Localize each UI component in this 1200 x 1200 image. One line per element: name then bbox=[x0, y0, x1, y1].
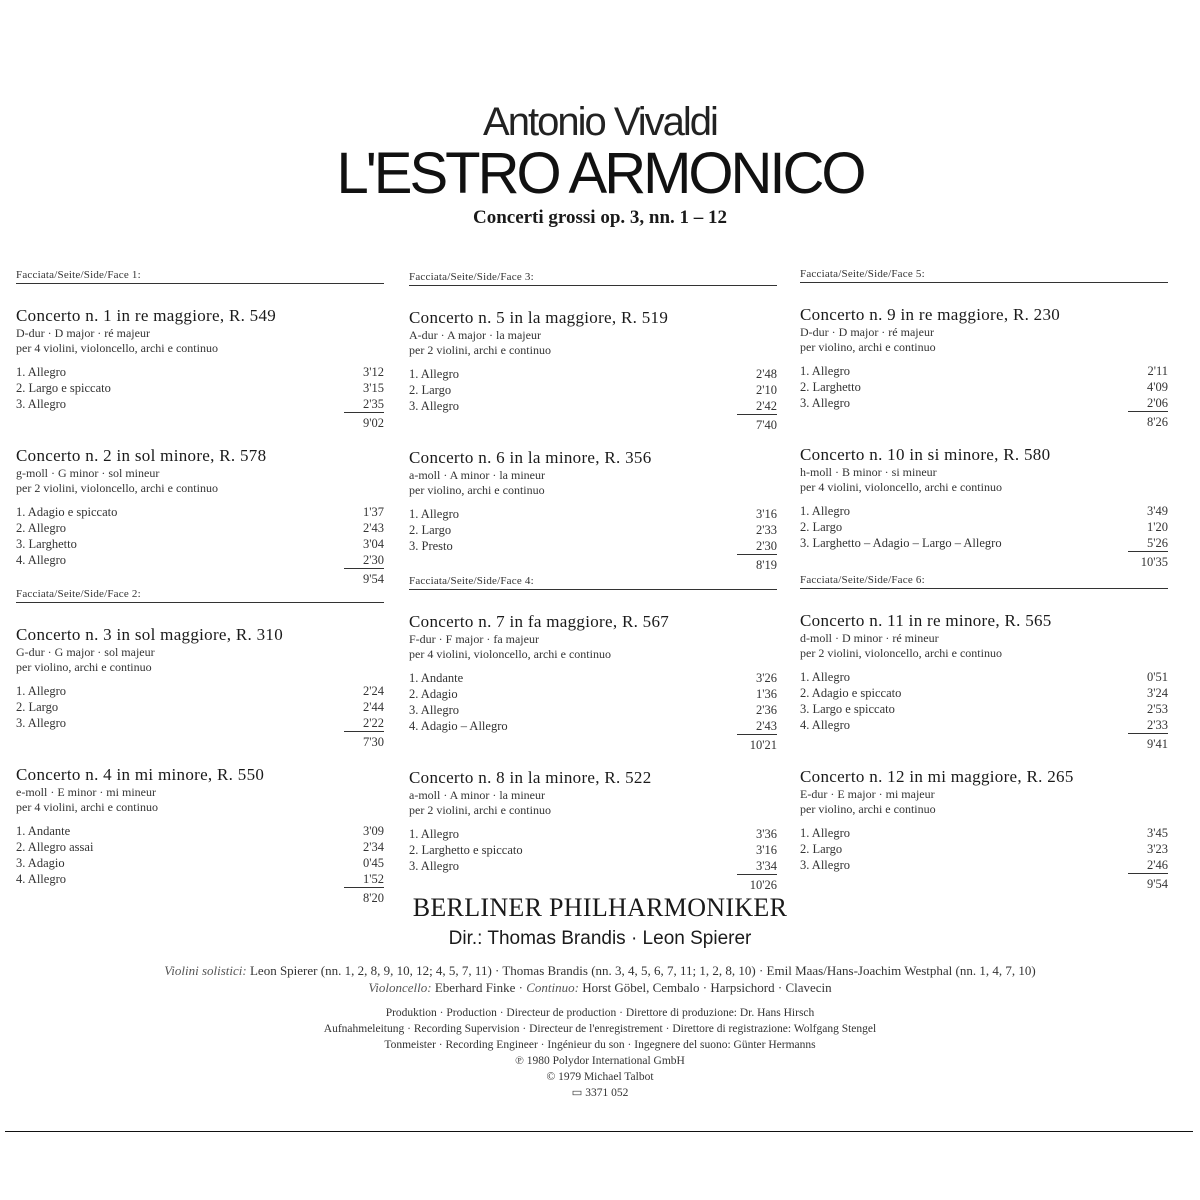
movement-row bbox=[409, 538, 777, 555]
movement-name: 4. Allegro bbox=[16, 553, 66, 567]
credit-line: Tonmeister · Recording Engineer · Ingénieur du son · Ingegnere del suono: Günter Hermanns bbox=[384, 1039, 816, 1051]
movement-time: 2'36 bbox=[755, 703, 777, 717]
movement-name: 3. Allegro bbox=[409, 703, 459, 717]
movement-list bbox=[800, 363, 1168, 412]
separator-dot: · bbox=[518, 980, 523, 995]
concerto-total-time: 9'41 bbox=[1146, 737, 1168, 751]
movement-list bbox=[409, 670, 777, 735]
movement-time: 2'53 bbox=[1146, 702, 1168, 716]
movement-row bbox=[409, 702, 777, 718]
concerto-title: Concerto n. 1 in re maggiore, R. 549 bbox=[16, 306, 277, 325]
movement-time: 2'46 bbox=[1128, 857, 1168, 874]
concerto-keys: F-dur · F major · fa majeur bbox=[409, 632, 539, 646]
movement-name: 3. Largo e spiccato bbox=[800, 702, 895, 716]
movement-name: 2. Largo bbox=[800, 842, 843, 856]
movement-name: 1. Adagio e spiccato bbox=[16, 505, 118, 519]
concerto-keys: E-dur · E major · mi majeur bbox=[800, 787, 935, 801]
concerto-instrumentation: per 4 violini, archi e continuo bbox=[16, 800, 158, 814]
concerto-title: Concerto n. 4 in mi minore, R. 550 bbox=[16, 765, 265, 784]
concerto-instrumentation: per 2 violini, archi e continuo bbox=[409, 343, 551, 357]
continuo-line bbox=[0, 980, 1200, 996]
movement-row bbox=[800, 535, 1168, 552]
movement-row bbox=[409, 686, 777, 702]
movement-row bbox=[16, 552, 384, 569]
continuo-label: Continuo: bbox=[526, 980, 579, 995]
movement-time: 2'44 bbox=[362, 700, 384, 714]
movement-row bbox=[16, 871, 384, 888]
movement-name: 2. Largo bbox=[409, 523, 452, 537]
concerto-block bbox=[800, 767, 1168, 893]
concerto-instrumentation: per violino, archi e continuo bbox=[800, 802, 936, 816]
movement-name: 1. Allegro bbox=[800, 364, 850, 378]
movement-name: 3. Allegro bbox=[16, 397, 66, 411]
movement-list bbox=[16, 504, 384, 569]
concerto-title: Concerto n. 8 in la minore, R. 522 bbox=[409, 768, 652, 787]
concerto-keys: d-moll · D minor · ré mineur bbox=[800, 631, 939, 645]
album-subtitle: Concerti grossi op. 3, nn. 1 – 12 bbox=[472, 207, 728, 228]
movement-name: 3. Larghetto bbox=[16, 537, 77, 551]
concerto-block bbox=[409, 308, 777, 434]
concerto-keys: e-moll · E minor · mi mineur bbox=[16, 785, 156, 799]
movement-name: 3. Allegro bbox=[16, 716, 66, 730]
movement-row bbox=[800, 717, 1168, 734]
movement-time: 1'37 bbox=[362, 505, 384, 519]
movement-row bbox=[16, 683, 384, 699]
movement-time: 2'35 bbox=[344, 396, 384, 413]
movement-time: 2'33 bbox=[1128, 717, 1168, 734]
movement-time: 2'34 bbox=[362, 840, 384, 854]
continuo-text: Horst Göbel, Cembalo · Harpsichord · Clavecin bbox=[582, 980, 832, 995]
movement-time: 2'24 bbox=[362, 684, 384, 698]
movement-name: 1. Allegro bbox=[409, 367, 459, 381]
movement-row bbox=[800, 669, 1168, 685]
movement-time: 3'16 bbox=[755, 843, 777, 857]
concerto-instrumentation: per 4 violini, violoncello, archi e continuo bbox=[409, 647, 611, 661]
movement-row bbox=[409, 842, 777, 858]
movement-name: 1. Andante bbox=[409, 671, 464, 685]
movement-time: 2'30 bbox=[344, 552, 384, 569]
movement-row bbox=[16, 520, 384, 536]
concerto-block bbox=[16, 306, 384, 432]
movement-name: 1. Allegro bbox=[800, 504, 850, 518]
cello-text: Eberhard Finke bbox=[434, 980, 516, 995]
director-line: Dir.: Thomas Brandis · Leon Spierer bbox=[448, 928, 752, 949]
movement-row bbox=[800, 503, 1168, 519]
movement-name: 1. Allegro bbox=[409, 827, 459, 841]
face-label: Facciata/Seite/Side/Face 1: bbox=[16, 269, 384, 284]
movement-row bbox=[16, 380, 384, 396]
movement-name: 2. Allegro assai bbox=[16, 840, 94, 854]
concerto-instrumentation: per 4 violini, violoncello, archi e continuo bbox=[800, 480, 1002, 494]
credit-line: ▭ 3371 052 bbox=[571, 1087, 629, 1099]
movement-name: 1. Allegro bbox=[800, 826, 850, 840]
movement-row bbox=[16, 715, 384, 732]
concerto-title: Concerto n. 11 in re minore, R. 565 bbox=[800, 611, 1052, 630]
movement-row bbox=[409, 506, 777, 522]
movement-name: 3. Larghetto – Adagio – Largo – Allegro bbox=[800, 536, 1002, 550]
concerto-instrumentation: per violino, archi e continuo bbox=[409, 483, 545, 497]
movement-row bbox=[800, 825, 1168, 841]
face-label: Facciata/Seite/Side/Face 6: bbox=[800, 574, 1168, 589]
concerto-instrumentation: per violino, archi e continuo bbox=[16, 660, 152, 674]
movement-name: 2. Largo bbox=[800, 520, 843, 534]
concerto-keys: h-moll · B minor · si mineur bbox=[800, 465, 937, 479]
face-label: Facciata/Seite/Side/Face 4: bbox=[409, 575, 777, 590]
concerto-keys: G-dur · G major · sol majeur bbox=[16, 645, 155, 659]
cello-label: Violoncello: bbox=[368, 980, 432, 995]
movement-row bbox=[409, 670, 777, 686]
movement-list bbox=[16, 823, 384, 888]
movement-name: 2. Larghetto bbox=[800, 380, 861, 394]
movement-time: 3'23 bbox=[1146, 842, 1168, 856]
movement-row bbox=[409, 398, 777, 415]
movement-row bbox=[409, 382, 777, 398]
concerto-title: Concerto n. 9 in re maggiore, R. 230 bbox=[800, 305, 1061, 324]
movement-list bbox=[409, 506, 777, 555]
concerto-keys: D-dur · D major · ré majeur bbox=[800, 325, 934, 339]
concerto-keys: a-moll · A minor · la mineur bbox=[409, 788, 545, 802]
movement-name: 3. Adagio bbox=[16, 856, 65, 870]
concerto-block bbox=[800, 305, 1168, 431]
concerto-title: Concerto n. 6 in la minore, R. 356 bbox=[409, 448, 652, 467]
concerto-keys: A-dur · A major · la majeur bbox=[409, 328, 541, 342]
movement-row bbox=[16, 536, 384, 552]
face-2 bbox=[16, 588, 384, 921]
concerto-instrumentation: per 2 violini, archi e continuo bbox=[409, 803, 551, 817]
credit-line: © 1979 Michael Talbot bbox=[546, 1071, 654, 1083]
album-title: L'ESTRO ARMONICO bbox=[336, 141, 864, 206]
movement-name: 1. Allegro bbox=[409, 507, 459, 521]
concerto-instrumentation: per violino, archi e continuo bbox=[800, 340, 936, 354]
concerto-total-time: 7'30 bbox=[362, 735, 384, 749]
concerto-block bbox=[409, 448, 777, 574]
movement-time: 2'43 bbox=[737, 718, 777, 735]
concerto-total-time: 10'35 bbox=[1140, 555, 1168, 569]
movement-time: 3'45 bbox=[1146, 826, 1168, 840]
movement-row bbox=[409, 366, 777, 382]
movement-time: 2'06 bbox=[1128, 395, 1168, 412]
concerto-keys: D-dur · D major · ré majeur bbox=[16, 326, 150, 340]
concerto-block bbox=[800, 611, 1168, 753]
movement-time: 0'45 bbox=[362, 856, 384, 870]
movement-list bbox=[800, 669, 1168, 734]
movement-row bbox=[16, 839, 384, 855]
movement-time: 1'20 bbox=[1146, 520, 1168, 534]
movement-list bbox=[409, 826, 777, 875]
movement-row bbox=[800, 379, 1168, 395]
movement-time: 3'26 bbox=[755, 671, 777, 685]
movement-time: 3'24 bbox=[1146, 686, 1168, 700]
movement-time: 2'22 bbox=[344, 715, 384, 732]
movement-name: 2. Allegro bbox=[16, 521, 66, 535]
movement-time: 2'33 bbox=[755, 523, 777, 537]
soloists-line bbox=[0, 963, 1200, 979]
movement-time: 3'16 bbox=[755, 507, 777, 521]
soloists-label: Violini solistici: bbox=[164, 963, 247, 978]
movement-time: 3'12 bbox=[362, 365, 384, 379]
face-label: Facciata/Seite/Side/Face 2: bbox=[16, 588, 384, 603]
movement-list bbox=[800, 825, 1168, 874]
face-5 bbox=[800, 268, 1168, 585]
movement-row bbox=[800, 685, 1168, 701]
concerto-instrumentation: per 2 violini, violoncello, archi e continuo bbox=[800, 646, 1002, 660]
movement-time: 1'52 bbox=[344, 871, 384, 888]
movement-time: 2'43 bbox=[362, 521, 384, 535]
concerto-total-time: 9'54 bbox=[362, 572, 384, 586]
concerto-total-time: 9'02 bbox=[362, 416, 384, 430]
movement-time: 3'34 bbox=[737, 858, 777, 875]
face-label: Facciata/Seite/Side/Face 5: bbox=[800, 268, 1168, 283]
concerto-title: Concerto n. 10 in si minore, R. 580 bbox=[800, 445, 1051, 464]
movement-row bbox=[409, 858, 777, 875]
movement-time: 5'26 bbox=[1128, 535, 1168, 552]
movement-name: 1. Allegro bbox=[16, 365, 66, 379]
movement-time: 3'49 bbox=[1146, 504, 1168, 518]
concerto-block bbox=[16, 446, 384, 588]
movement-row bbox=[409, 718, 777, 735]
concerto-title: Concerto n. 3 in sol maggiore, R. 310 bbox=[16, 625, 284, 644]
movement-name: 3. Allegro bbox=[409, 399, 459, 413]
face-3 bbox=[409, 271, 777, 588]
face-1 bbox=[16, 269, 384, 602]
concerto-block bbox=[16, 625, 384, 751]
movement-time: 3'15 bbox=[362, 381, 384, 395]
concerto-total-time: 7'40 bbox=[755, 418, 777, 432]
concerto-total-time: 10'21 bbox=[749, 738, 777, 752]
movement-name: 2. Adagio bbox=[409, 687, 458, 701]
movement-list bbox=[409, 366, 777, 415]
movement-list bbox=[16, 364, 384, 413]
movement-time: 2'11 bbox=[1147, 364, 1168, 378]
movement-time: 1'36 bbox=[755, 687, 777, 701]
movement-name: 3. Presto bbox=[409, 539, 453, 553]
movement-name: 3. Allegro bbox=[409, 859, 459, 873]
concerto-title: Concerto n. 12 in mi maggiore, R. 265 bbox=[800, 767, 1074, 786]
concerto-block bbox=[409, 612, 777, 754]
movement-name: 4. Adagio – Allegro bbox=[409, 719, 508, 733]
movement-time: 4'09 bbox=[1146, 380, 1168, 394]
movement-time: 3'09 bbox=[362, 824, 384, 838]
movement-row bbox=[800, 857, 1168, 874]
credits-block bbox=[0, 1005, 1200, 1101]
movement-name: 2. Larghetto e spiccato bbox=[409, 843, 523, 857]
soloists-text: Leon Spierer (nn. 1, 2, 8, 9, 10, 12; 4, 5, 7, 11) · Thomas Brandis (nn. 3, 4, 5, 6, 7, 11; 1, 2, 8, 10) · Emil Maas/Hans-Joachim Westphal (nn. 1, 4, 7, 10) bbox=[249, 963, 1036, 978]
concerto-total-time: 8'19 bbox=[755, 558, 777, 572]
movement-row bbox=[800, 395, 1168, 412]
movement-row bbox=[16, 855, 384, 871]
movement-time: 2'30 bbox=[737, 538, 777, 555]
movement-name: 2. Largo e spiccato bbox=[16, 381, 111, 395]
concerto-instrumentation: per 2 violini, violoncello, archi e continuo bbox=[16, 481, 218, 495]
movement-row bbox=[800, 841, 1168, 857]
movement-row bbox=[800, 519, 1168, 535]
movement-time: 2'48 bbox=[755, 367, 777, 381]
face-6 bbox=[800, 574, 1168, 907]
movement-name: 4. Allegro bbox=[16, 872, 66, 886]
credit-line: Aufnahmeleitung · Recording Supervision · Directeur de l'enregistrement · Direttore di registrazione: Wolfgang Stengel bbox=[323, 1023, 877, 1035]
face-4 bbox=[409, 575, 777, 908]
credit-line: ℗ 1980 Polydor International GmbH bbox=[515, 1055, 685, 1067]
concerto-keys: a-moll · A minor · la mineur bbox=[409, 468, 545, 482]
movement-name: 2. Largo bbox=[409, 383, 452, 397]
concerto-keys: g-moll · G minor · sol mineur bbox=[16, 466, 160, 480]
movement-time: 3'04 bbox=[362, 537, 384, 551]
movement-row bbox=[800, 363, 1168, 379]
movement-name: 3. Allegro bbox=[800, 858, 850, 872]
movement-name: 2. Largo bbox=[16, 700, 59, 714]
movement-row bbox=[16, 823, 384, 839]
movement-row bbox=[409, 826, 777, 842]
concerto-instrumentation: per 4 violini, violoncello, archi e continuo bbox=[16, 341, 218, 355]
concerto-title: Concerto n. 5 in la maggiore, R. 519 bbox=[409, 308, 669, 327]
credit-line: Produktion · Production · Directeur de production · Direttore di produzione: Dr. Hans Hirsch bbox=[385, 1007, 815, 1019]
movement-name: 1. Allegro bbox=[16, 684, 66, 698]
concerto-total-time: 8'26 bbox=[1146, 415, 1168, 429]
concerto-block bbox=[16, 765, 384, 907]
bottom-rule bbox=[5, 1131, 1193, 1132]
movement-name: 1. Allegro bbox=[800, 670, 850, 684]
movement-time: 2'10 bbox=[755, 383, 777, 397]
movement-name: 3. Allegro bbox=[800, 396, 850, 410]
movement-time: 2'42 bbox=[737, 398, 777, 415]
concerto-title: Concerto n. 2 in sol minore, R. 578 bbox=[16, 446, 267, 465]
movement-row bbox=[16, 504, 384, 520]
movement-name: 1. Andante bbox=[16, 824, 71, 838]
movement-time: 3'36 bbox=[755, 827, 777, 841]
movement-row bbox=[16, 364, 384, 380]
movement-row bbox=[409, 522, 777, 538]
concerto-total-time: 8'20 bbox=[362, 891, 384, 905]
concerto-total-time: 9'54 bbox=[1146, 877, 1168, 891]
concerto-block bbox=[800, 445, 1168, 571]
movement-list bbox=[16, 683, 384, 732]
movement-name: 2. Adagio e spiccato bbox=[800, 686, 902, 700]
concerto-title: Concerto n. 7 in fa maggiore, R. 567 bbox=[409, 612, 670, 631]
orchestra-name: BERLINER PHILHARMONIKER bbox=[412, 893, 788, 922]
movement-row bbox=[16, 699, 384, 715]
concerto-total-time: 10'26 bbox=[749, 878, 777, 892]
movement-row bbox=[800, 701, 1168, 717]
concerto-block bbox=[409, 768, 777, 894]
movement-list bbox=[800, 503, 1168, 552]
movement-row bbox=[16, 396, 384, 413]
composer-name: Antonio Vivaldi bbox=[483, 100, 717, 144]
movement-time: 0'51 bbox=[1146, 670, 1168, 684]
movement-name: 4. Allegro bbox=[800, 718, 850, 732]
face-label: Facciata/Seite/Side/Face 3: bbox=[409, 271, 777, 286]
